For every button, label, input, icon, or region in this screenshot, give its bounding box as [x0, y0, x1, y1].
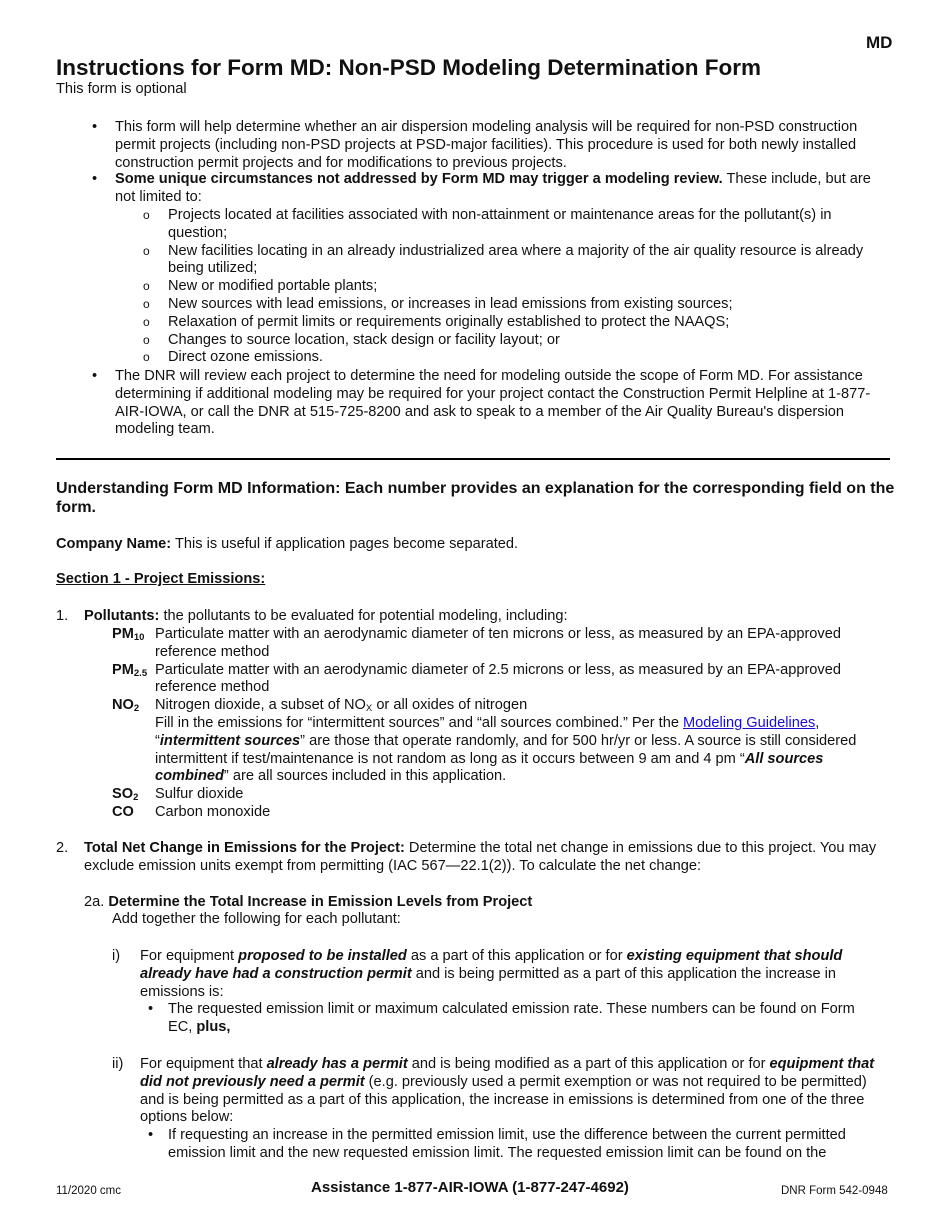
item-1-text: the pollutants to be evaluated for potential modeling, including:	[159, 608, 568, 624]
page-title: Instructions for Form MD: Non-PSD Modeling Determination Form	[56, 55, 761, 80]
sub-item: o Relaxation of permit limits or requirements originally established to protect the NAAQS;	[143, 313, 730, 330]
item-2-number: 2.	[56, 840, 69, 856]
sub-item-text: Changes to source location, stack design or facility layout; or	[168, 331, 560, 348]
item-1	[84, 608, 894, 626]
item-i-bullet: • The requested emission limit or maximum calculated emission rate. These numbers can be found on Form EC, plus,	[148, 1001, 855, 1035]
item-i-number: i)	[112, 948, 121, 964]
sub-item-text: New facilities locating in an already industrialized area where a majority of the air quality resource is already being utilized;	[168, 242, 864, 277]
footer-date: 11/2020 cmc	[56, 1185, 121, 1197]
company-text: This is useful if application pages become separated.	[171, 536, 519, 552]
pollutant-pm25: $PM_{2.5}$ Particulate matter with an aerodynamic diameter of 2.5 microns or less, as measured by an EPA-approved reference method	[112, 661, 841, 696]
item-1-label: Pollutants:	[84, 608, 160, 624]
pollutant-desc: Nitrogen dioxide, a subset of NO	[155, 697, 366, 714]
understanding-heading: Understanding Form MD Information: Each number provides an explanation for the corresponding field on the form.	[56, 480, 895, 516]
pollutant-so2: $SO_2$ Sulfur dioxide	[112, 786, 244, 804]
section-1-heading: Section 1 - Project Emissions:	[56, 571, 266, 587]
modeling-guidelines-link[interactable]: Modeling Guidelines	[683, 714, 816, 731]
sub-list	[143, 207, 883, 367]
sub-item-text: New sources with lead emissions, or increases in lead emissions from existing sources;	[168, 295, 733, 312]
subtitle: This form is optional	[56, 81, 187, 97]
sub-item: o Changes to source location, stack design or facility layout; or	[143, 331, 560, 348]
pollutant-pm10: $PM_{10}$ Particulate matter with an aerodynamic diameter of ten microns or less, as measured by an EPA-approved reference method	[112, 626, 841, 660]
item-i: For equipment proposed to be installed as a part of this application or for existing equipment that should already have had a construction permit and is being permitted as a part of this application the increase in emissions is:	[140, 948, 843, 1000]
pollutant-desc: Particulate matter with an aerodynamic diameter of ten microns or less, as measured by an EPA-approved reference method	[155, 626, 841, 660]
form-code: MD	[866, 33, 893, 52]
divider	[56, 458, 890, 460]
pollutant-no2: $NO_2$ Nitrogen dioxide, a subset of $NO_X$ or all oxides of nitrogen Fill in the emissions for “intermittent sources” and “all sources combined.” Per the Modeling Guidelines, “intermittent sources” are those that operate randomly, and for 500 hr/yr or less. A source is still considered intermittent if test/maintenance is not random as long as it occurs between 9 am and 4 pm “All sources combined” are all sources included in this application.	[112, 697, 892, 786]
item-2-label: Total Net Change in Emissions for the Project:	[84, 840, 405, 856]
footer-assistance: Assistance 1-877-AIR-IOWA (1-877-247-4692)	[311, 1179, 629, 1196]
item-1-number: 1.	[56, 608, 69, 624]
company-name-note	[56, 536, 518, 554]
sub-item: o New sources with lead emissions, or increases in lead emissions from existing sources;	[143, 295, 733, 312]
sub-item: o Projects located at facilities associated with non-attainment or maintenance areas for the pollutant(s) in question;	[143, 207, 832, 241]
item-2	[84, 840, 894, 876]
sub-item-text: Direct ozone emissions.	[168, 349, 323, 366]
pollutant-desc: Particulate matter with an aerodynamic diameter of 2.5 microns or less, as measured by an EPA-approved reference method	[155, 661, 841, 696]
intro-bullet-2-text: These include, but are not limited to:	[115, 171, 871, 205]
footer-form-number: DNR Form 542-0948	[781, 1185, 888, 1197]
intro-bullet-3-text: The DNR will review each project to determine the need for modeling outside the scope of Form MD. For assistance determining if additional modeling may be required for your project contact the Construction Permit Helpline at 1-877-AIR-IOWA, or call the DNR at 515-725-8200 and ask to speak to a member of the Air Quality Bureau's dispersion modeling team.	[115, 368, 871, 438]
intro-bullet-3: • The DNR will review each project to determine the need for modeling outside the scope of Form MD. For assistance determining if additional modeling may be required for your project contact the Construction Permit Helpline at 1-877-AIR-IOWA, or call the DNR at 515-725-8200 and ask to speak to a member of the Air Quality Bureau's dispersion modeling team.	[92, 368, 871, 438]
pollutant-list	[112, 626, 892, 822]
sub-item-text: New or modified portable plants;	[168, 278, 378, 295]
pollutant-desc: Sulfur dioxide	[155, 786, 244, 803]
item-ii-bullet: • If requesting an increase in the permitted emission limit, use the difference between the current permitted emission limit and the new requested emission limit. The requested emission limit can be found on the	[148, 1127, 846, 1161]
sub-item: o Direct ozone emissions.	[143, 349, 323, 366]
intro-bullet-2: • Some unique circumstances not addressed by Form MD may trigger a modeling review. These include, but are not limited to:	[92, 171, 871, 205]
sub-item: o New or modified portable plants;	[143, 278, 378, 295]
item-2a-label: Determine the Total Increase in Emission Levels from Project	[108, 894, 533, 910]
item-2-text: Determine the total net change in emissions due to this project. You may exclude emission units exempt from permitting (IAC 567—22.1(2)). To calculate the net change:	[84, 840, 877, 874]
sub-item-text: Relaxation of permit limits or requirements originally established to protect the NAAQS;	[168, 313, 730, 330]
sub-item: o New facilities locating in an already industrialized area where a majority of the air quality resource is already being utilized;	[143, 242, 864, 277]
pollutant-co: CO Carbon monoxide	[112, 803, 271, 820]
intro-bullet-2-bold: Some unique circumstances not addressed by Form MD may trigger a modeling review.	[115, 171, 723, 187]
company-label: Company Name:	[56, 536, 172, 552]
sub-item-text: Projects located at facilities associated with non-attainment or maintenance areas for the pollutant(s) in question;	[168, 207, 832, 241]
intro-bullet-1: • This form will help determine whether an air dispersion modeling analysis will be required for non-PSD construction permit projects (including non-PSD projects at PSD-major facilities). This procedure is used for both newly installed construction permit projects and for modifications to previous projects.	[92, 119, 858, 171]
item-2a-text: Add together the following for each pollutant:	[112, 911, 401, 927]
item-2a: 2a. Determine the Total Increase in Emission Levels from Project	[84, 894, 533, 910]
item-ii-number: ii)	[112, 1056, 124, 1072]
item-ii: For equipment that already has a permit and is being modified as a part of this application or for equipment that did not previously need a permit (e.g. previously used a permit exemption or was not required to be permitted) and is being permitted as a part of this application, the increase in emissions is determined from one of the three options below:	[140, 1056, 875, 1126]
no2-note: Fill in the emissions for “intermittent sources” and “all sources combined.” Per the Modeling Guidelines, “intermittent sources” are those that operate randomly, and for 500 hr/yr or less. A source is still considered intermittent if test/maintenance is not random as long as it occurs between 9 am and 4 pm “All sources combined” are all sources included in this application.	[155, 714, 857, 785]
pollutant-desc: Carbon monoxide	[155, 803, 271, 820]
intro-bullet-1-text: This form will help determine whether an air dispersion modeling analysis will be required for non-PSD construction permit projects (including non-PSD projects at PSD-major facilities). This procedure is used for both newly installed construction permit projects and for modifications to previous projects.	[115, 119, 858, 171]
